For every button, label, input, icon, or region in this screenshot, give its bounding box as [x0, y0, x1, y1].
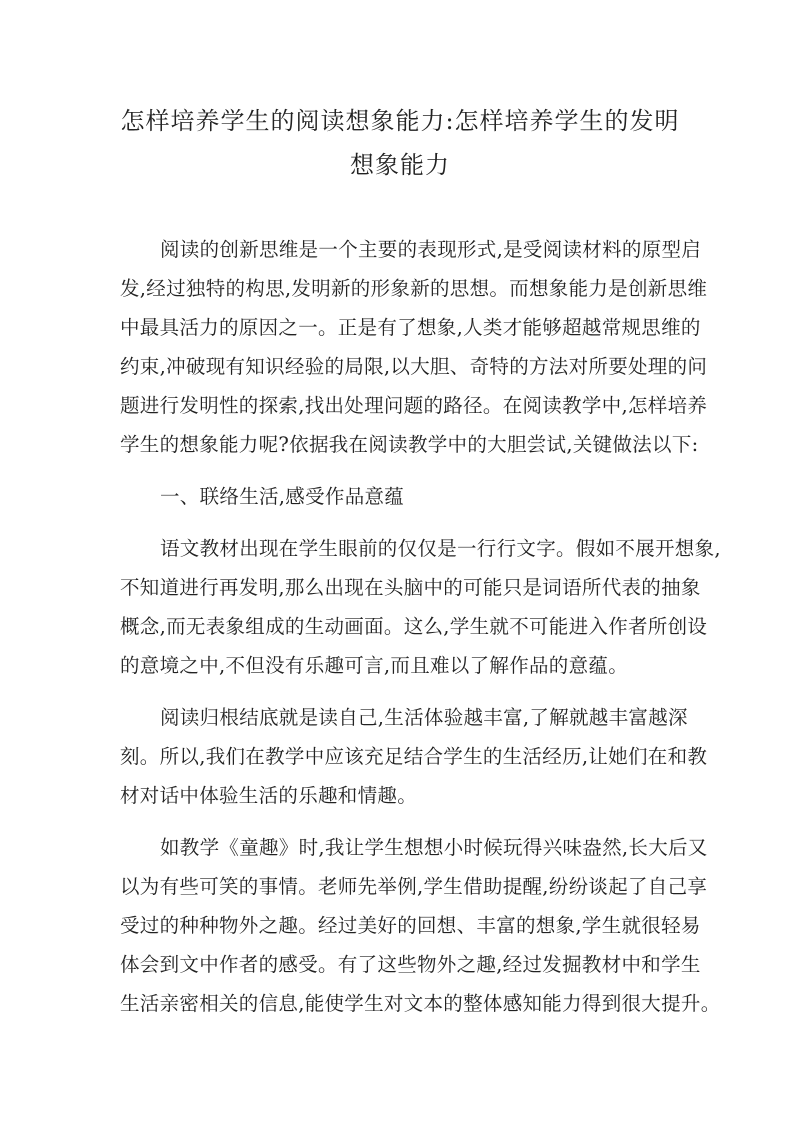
- body-line: 材对话中体验生活的乐趣和情趣。: [120, 784, 418, 807]
- body-line: 发,经过独特的构思,发明新的形象新的思想。而想象能力是创新思维: [120, 277, 708, 300]
- body-line: 体会到文中作者的感受。有了这些物外之趣,经过发掘教材中和学生: [120, 953, 701, 976]
- body-line: 约束,冲破现有知识经验的局限,以大胆、奇特的方法对所要处理的问: [120, 355, 708, 378]
- body-line: 学生的想象能力呢?依据我在阅读教学中的大胆尝试,关键做法以下:: [120, 433, 699, 456]
- body-line: 题进行发明性的探索,找出处理问题的路径。在阅读教学中,怎样培养: [120, 394, 708, 417]
- body-line: 的意境之中,不但没有乐趣可言,而且难以了解作品的意蕴。: [120, 654, 628, 677]
- body-line: 以为有些可笑的事情。老师先举例,学生借助提醒,纷纷谈起了自己享: [120, 875, 708, 898]
- body-line: 中最具活力的原因之一。正是有了想象,人类才能够超越常规思维的: [120, 316, 701, 339]
- body-line: 语文教材出现在学生眼前的仅仅是一行行文字。假如不展开想象,: [160, 537, 721, 560]
- body-line: 如教学《童趣》时,我让学生想想小时候玩得兴味盎然,长大后又: [160, 836, 708, 859]
- document-title-line-2: 想象能力: [350, 151, 450, 179]
- body-line: 概念,而无表象组成的生动画面。这么,学生就不可能进入作者所创设: [120, 615, 708, 638]
- body-line: 阅读归根结底就是读自己,生活体验越丰富,了解就越丰富越深: [160, 706, 688, 729]
- section-heading: 一、联络生活,感受作品意蕴: [160, 485, 405, 508]
- body-line: 刻。所以,我们在教学中应该充足结合学生的生活经历,让她们在和教: [120, 745, 708, 768]
- body-line: 阅读的创新思维是一个主要的表现形式,是受阅读材料的原型启: [160, 238, 702, 261]
- body-line: 受过的种种物外之趣。经过美好的回想、丰富的想象,学生就很轻易: [120, 914, 701, 937]
- body-line: 不知道进行再发明,那么出现在头脑中的可能只是词语所代表的抽象: [120, 576, 701, 599]
- body-line: 生活亲密相关的信息,能使学生对文本的整体感知能力得到很大提升。: [120, 992, 721, 1015]
- document-title-line-1: 怎样培养学生的阅读想象能力:怎样培养学生的发明: [120, 107, 680, 135]
